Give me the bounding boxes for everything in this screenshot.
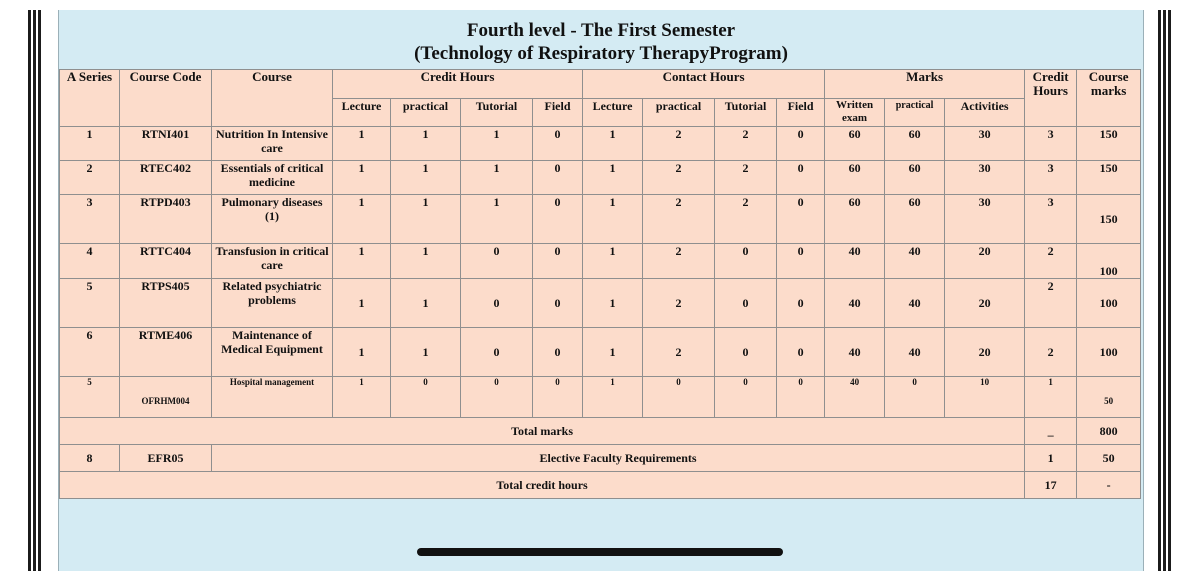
table-row	[60, 377, 1141, 418]
subheader-lecture: Lecture	[333, 99, 391, 127]
elective-marks: 50	[1077, 445, 1141, 472]
cell-credit-field: 0	[533, 328, 583, 377]
cell-credit-field: 0	[533, 279, 583, 328]
elective-code: EFR05	[120, 445, 212, 472]
cell-credit-field: 0	[533, 244, 583, 279]
cell-contact-practical: 2	[643, 127, 715, 161]
cell-contact-practical: 2	[643, 328, 715, 377]
cell-contact-tutorial: 0	[715, 328, 777, 377]
cell-course-marks: 50	[1077, 377, 1141, 418]
cell-credit-tutorial: 1	[461, 127, 533, 161]
cell-contact-tutorial: 2	[715, 161, 777, 195]
cell-contact-tutorial: 2	[715, 127, 777, 161]
table-row	[60, 161, 1141, 195]
total-credit-label: Total credit hours	[60, 472, 1025, 499]
cell-credit-lecture: 1	[333, 328, 391, 377]
header-series: A Series	[60, 70, 120, 127]
cell-course-marks: 100	[1077, 244, 1141, 279]
cell-contact-field: 0	[777, 127, 825, 161]
cell-written-exam: 40	[825, 328, 885, 377]
cell-credit-hours: 3	[1025, 161, 1077, 195]
cell-practical-marks: 40	[885, 244, 945, 279]
cell-credit-hours: 3	[1025, 127, 1077, 161]
cell-credit-practical: 1	[391, 244, 461, 279]
cell-code: OFRHM004	[120, 377, 212, 418]
cell-contact-tutorial: 2	[715, 195, 777, 244]
cell-contact-lecture: 1	[583, 195, 643, 244]
cell-written-exam: 40	[825, 279, 885, 328]
cell-activities: 30	[945, 127, 1025, 161]
subheader-lecture: Lecture	[583, 99, 643, 127]
cell-course: Essentials of critical medicine	[212, 161, 333, 195]
cell-contact-field: 0	[777, 244, 825, 279]
cell-contact-practical: 2	[643, 244, 715, 279]
cell-credit-practical: 1	[391, 161, 461, 195]
cell-credit-tutorial: 1	[461, 195, 533, 244]
subheader-practical: practical	[391, 99, 461, 127]
cell-credit-lecture: 1	[333, 127, 391, 161]
page-title: Fourth level - The First Semester	[466, 20, 736, 41]
cell-credit-lecture: 1	[333, 279, 391, 328]
total-marks-credit: _	[1025, 418, 1077, 445]
header-credit-hours: Credit Hours	[1025, 70, 1077, 127]
cell-contact-lecture: 1	[583, 161, 643, 195]
cell-contact-field: 0	[777, 328, 825, 377]
cell-course-marks: 100	[1077, 279, 1141, 328]
table-row	[60, 127, 1141, 161]
subheader-practical: practical	[643, 99, 715, 127]
cell-series: 5	[60, 279, 120, 328]
total-marks-label: Total marks	[60, 418, 1025, 445]
total-credit-row	[60, 472, 1141, 499]
subheader-tutorial: Tutorial	[715, 99, 777, 127]
cell-series: 1	[60, 127, 120, 161]
elective-series: 8	[60, 445, 120, 472]
cell-contact-practical: 2	[643, 279, 715, 328]
table-row	[60, 328, 1141, 377]
cell-practical-marks: 60	[885, 127, 945, 161]
subheader-field: Field	[533, 99, 583, 127]
header-marks-group: Marks	[825, 70, 1025, 99]
cell-credit-lecture: 1	[333, 161, 391, 195]
cell-series: 6	[60, 328, 120, 377]
cell-contact-field: 0	[777, 161, 825, 195]
cell-activities: 10	[945, 377, 1025, 418]
cell-course: Maintenance of Medical Equipment	[212, 328, 333, 377]
cell-contact-field: 0	[777, 279, 825, 328]
cell-contact-field: 0	[777, 195, 825, 244]
header-course-marks: Course marks	[1077, 70, 1141, 127]
cell-written-exam: 60	[825, 161, 885, 195]
cell-credit-hours: 2	[1025, 328, 1077, 377]
cell-course: Transfusion in critical care	[212, 244, 333, 279]
subheader-written-exam: Written exam	[825, 99, 885, 127]
total-marks-row	[60, 418, 1141, 445]
cell-credit-practical: 1	[391, 195, 461, 244]
elective-row	[60, 445, 1141, 472]
table-header-row	[60, 70, 1141, 99]
cell-series: 2	[60, 161, 120, 195]
cell-course-marks: 150	[1077, 161, 1141, 195]
cell-activities: 30	[945, 161, 1025, 195]
cell-contact-tutorial: 0	[715, 377, 777, 418]
header-course-code: Course Code	[120, 70, 212, 127]
cell-code: RTPS405	[120, 279, 212, 328]
cell-credit-field: 0	[533, 127, 583, 161]
cell-practical-marks: 0	[885, 377, 945, 418]
cell-course-marks: 100	[1077, 328, 1141, 377]
cell-course: Hospital management	[212, 377, 333, 418]
cell-series: 3	[60, 195, 120, 244]
cell-credit-practical: 1	[391, 279, 461, 328]
cell-credit-tutorial: 0	[461, 377, 533, 418]
cell-credit-tutorial: 0	[461, 279, 533, 328]
cell-credit-tutorial: 0	[461, 244, 533, 279]
total-credit-marks: -	[1077, 472, 1141, 499]
total-credit-value: 17	[1025, 472, 1077, 499]
cell-contact-tutorial: 0	[715, 244, 777, 279]
cell-credit-hours: 2	[1025, 244, 1077, 279]
cell-credit-hours: 1	[1025, 377, 1077, 418]
cell-contact-lecture: 1	[583, 127, 643, 161]
cell-activities: 20	[945, 244, 1025, 279]
cell-practical-marks: 60	[885, 195, 945, 244]
cell-credit-field: 0	[533, 377, 583, 418]
cell-course-marks: 150	[1077, 127, 1141, 161]
cell-written-exam: 40	[825, 244, 885, 279]
cell-contact-lecture: 1	[583, 244, 643, 279]
cell-written-exam: 60	[825, 127, 885, 161]
cell-code: RTEC402	[120, 161, 212, 195]
cell-credit-tutorial: 1	[461, 161, 533, 195]
cell-activities: 20	[945, 328, 1025, 377]
cell-activities: 20	[945, 279, 1025, 328]
page-subtitle: (Technology of Respiratory TherapyProgram)	[414, 43, 788, 64]
cell-credit-field: 0	[533, 195, 583, 244]
cell-practical-marks: 60	[885, 161, 945, 195]
cell-credit-lecture: 1	[333, 377, 391, 418]
cell-contact-practical: 2	[643, 195, 715, 244]
cell-credit-hours: 3	[1025, 195, 1077, 244]
cell-series: 5	[60, 377, 120, 418]
cell-course-marks: 150	[1077, 195, 1141, 244]
cell-code: RTPD403	[120, 195, 212, 244]
cell-code: RTME406	[120, 328, 212, 377]
cell-credit-tutorial: 0	[461, 328, 533, 377]
table-row	[60, 195, 1141, 244]
subheader-tutorial: Tutorial	[461, 99, 533, 127]
cell-contact-lecture: 1	[583, 377, 643, 418]
cell-contact-tutorial: 0	[715, 279, 777, 328]
header-credit-hours-group: Credit Hours	[333, 70, 583, 99]
cell-code: RTTC404	[120, 244, 212, 279]
cell-contact-field: 0	[777, 377, 825, 418]
cell-activities: 30	[945, 195, 1025, 244]
cell-practical-marks: 40	[885, 328, 945, 377]
cell-practical-marks: 40	[885, 279, 945, 328]
cell-credit-practical: 1	[391, 127, 461, 161]
right-frame-bars	[1158, 10, 1171, 571]
left-frame-bars	[28, 10, 41, 571]
header-contact-hours-group: Contact Hours	[583, 70, 825, 99]
header-course: Course	[212, 70, 333, 127]
cell-code: RTNI401	[120, 127, 212, 161]
table-row	[60, 279, 1141, 328]
cell-written-exam: 40	[825, 377, 885, 418]
cell-credit-field: 0	[533, 161, 583, 195]
cell-contact-lecture: 1	[583, 279, 643, 328]
cell-credit-practical: 0	[391, 377, 461, 418]
cell-contact-practical: 0	[643, 377, 715, 418]
cell-series: 4	[60, 244, 120, 279]
total-marks-value: 800	[1077, 418, 1141, 445]
cell-credit-practical: 1	[391, 328, 461, 377]
cell-written-exam: 60	[825, 195, 885, 244]
subheader-practical: practical	[885, 99, 945, 127]
cell-course: Pulmonary diseases (1)	[212, 195, 333, 244]
cell-credit-hours: 2	[1025, 279, 1077, 328]
home-indicator[interactable]	[417, 548, 783, 556]
cell-course: Related psychiatric problems	[212, 279, 333, 328]
subheader-field: Field	[777, 99, 825, 127]
cell-credit-lecture: 1	[333, 244, 391, 279]
elective-label: Elective Faculty Requirements	[212, 445, 1025, 472]
course-table	[59, 69, 1141, 499]
cell-credit-lecture: 1	[333, 195, 391, 244]
cell-contact-practical: 2	[643, 161, 715, 195]
cell-contact-lecture: 1	[583, 328, 643, 377]
elective-credit: 1	[1025, 445, 1077, 472]
table-row	[60, 244, 1141, 279]
subheader-activities: Activities	[945, 99, 1025, 127]
cell-course: Nutrition In Intensive care	[212, 127, 333, 161]
